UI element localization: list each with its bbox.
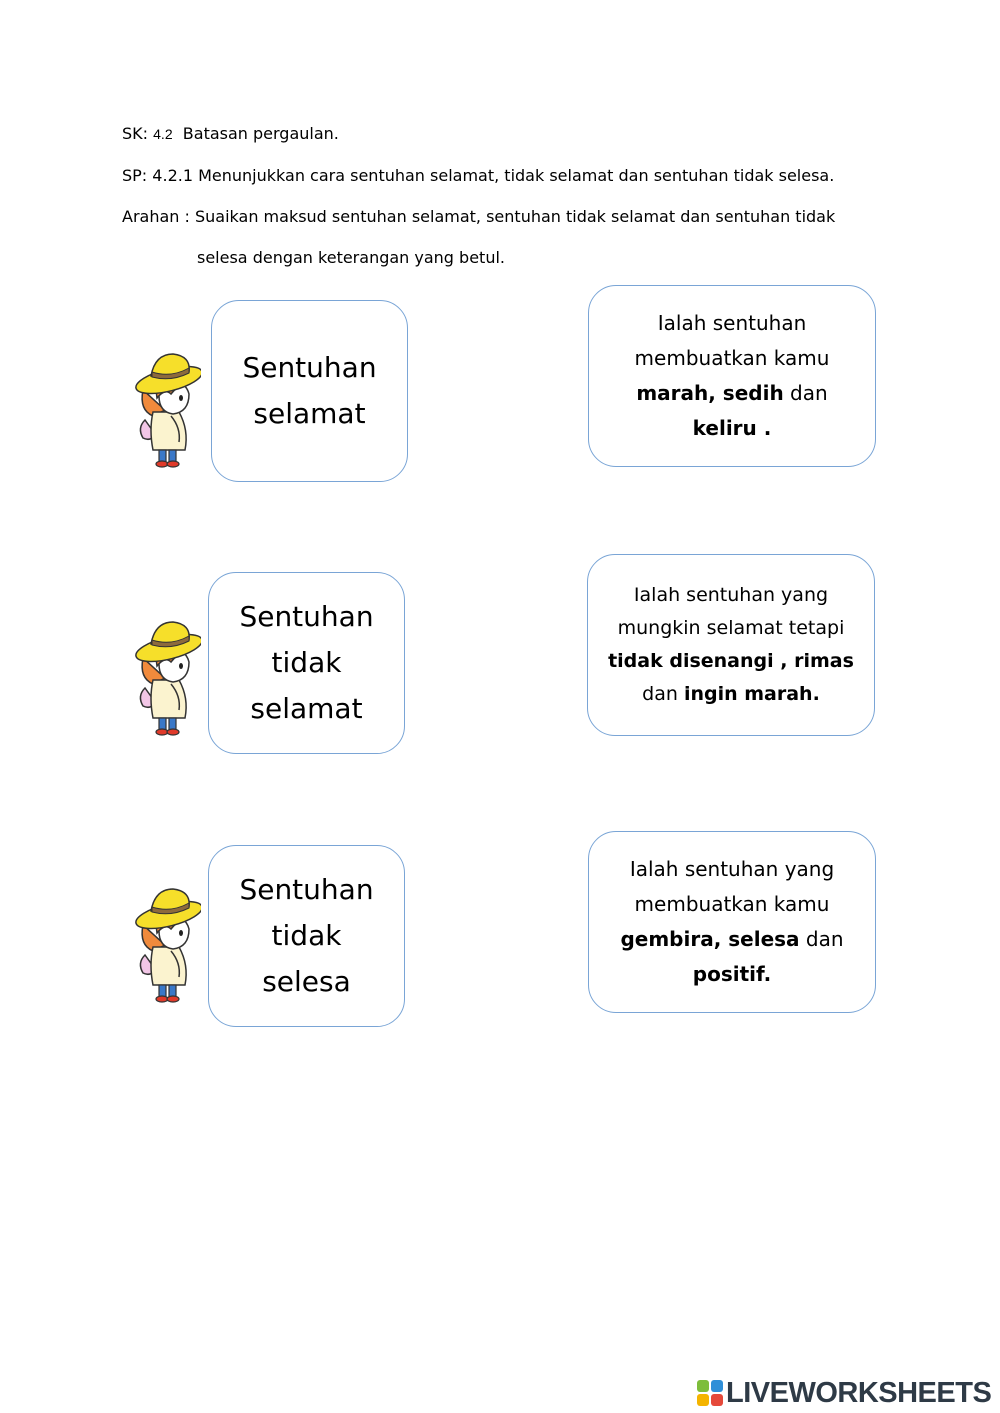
liveworksheets-logo-icon (697, 1380, 723, 1406)
standard-kandungan: SK: 4.2 Batasan pergaulan. (122, 124, 339, 143)
description-card-3[interactable]: Ialah sentuhan yang membuatkan kamu gembira, selesa dan positif. (588, 831, 876, 1013)
instructions: Arahan : Suaikan maksud sentuhan selamat, sentuhan tidak selamat dan sentuhan tidak (122, 207, 836, 226)
brand-name: LIVEWORKSHEETS (726, 1376, 992, 1409)
description-card-2[interactable]: Ialah sentuhan yang mungkin selamat tetapi tidak disenangi , rimas dan ingin marah. (587, 554, 875, 736)
standard-pembelajaran: SP: 4.2.1 Menunjukkan cara sentuhan selamat, tidak selamat dan sentuhan tidak selesa. (122, 166, 835, 185)
description-card-1[interactable]: Ialah sentuhan membuatkan kamu marah, sedih dan keliru . (588, 285, 876, 467)
term-card-sentuhan-tidak-selesa[interactable]: Sentuhan tidak selesa (208, 845, 405, 1027)
child-with-hat-icon (131, 350, 201, 468)
child-with-hat-icon (131, 885, 201, 1003)
instructions-continued: selesa dengan keterangan yang betul. (197, 248, 505, 267)
liveworksheets-logo[interactable] (697, 1376, 991, 1410)
term-card-sentuhan-tidak-selamat[interactable]: Sentuhan tidak selamat (208, 572, 405, 754)
child-with-hat-icon (131, 618, 201, 736)
term-card-sentuhan-selamat[interactable]: Sentuhan selamat (211, 300, 408, 482)
